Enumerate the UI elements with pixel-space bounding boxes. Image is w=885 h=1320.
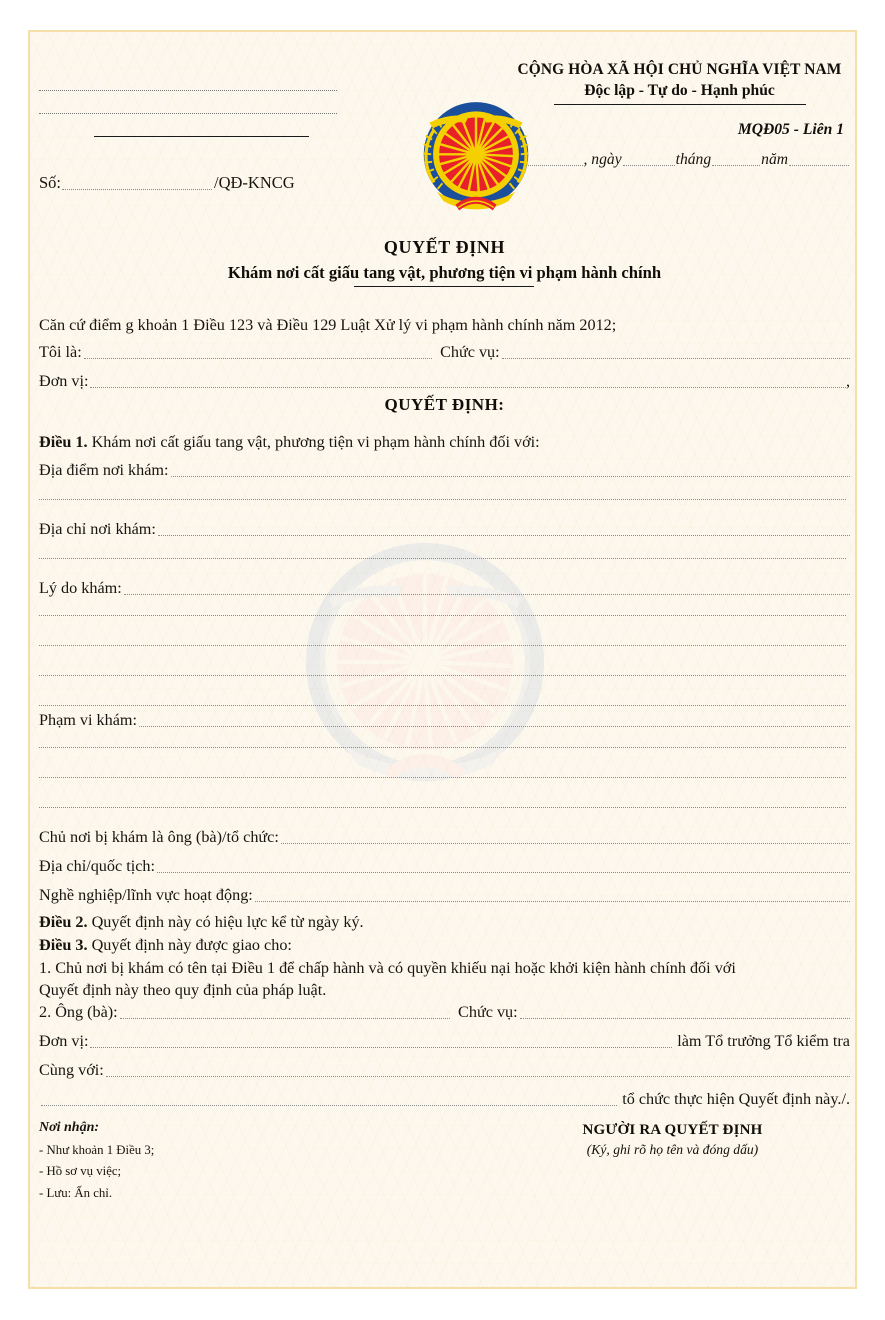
- so-suffix: /QĐ-KNCG: [214, 173, 295, 192]
- signer-note: (Ký, ghi rõ họ tên và đóng dấu): [586, 1142, 759, 1157]
- dia-diem-row: [39, 461, 850, 480]
- don-vi-input[interactable]: [90, 373, 845, 388]
- authority-underline: [94, 136, 309, 137]
- ly-do-line-5[interactable]: [39, 705, 846, 706]
- dieu3-don-vi-input[interactable]: [90, 1033, 672, 1048]
- chu-noi-row: [39, 828, 850, 847]
- don-vi-row: [39, 372, 850, 391]
- dieu3-item1-line1: 1. Chủ nơi bị khám có tên tại Điều 1 để chấp hành và có quyền khiếu nại hoặc khởi kiện hành chính đối với: [39, 959, 736, 977]
- nghe-nghiep-row: [39, 886, 850, 905]
- authority-line-2[interactable]: [39, 113, 337, 114]
- dieu1-heading: [39, 432, 850, 453]
- dieu1-text: Khám nơi cất giấu tang vật, phương tiện vi phạm hành chính đối với:: [87, 433, 540, 451]
- cung-voi-row-2: [39, 1090, 850, 1109]
- ly-do-line-4[interactable]: [39, 675, 846, 676]
- recipient-item: - Hồ sơ vụ việc;: [39, 1164, 122, 1178]
- pham-vi-line-4[interactable]: [39, 807, 846, 808]
- dieu2-row: [39, 912, 850, 933]
- cung-voi-row: [39, 1061, 850, 1080]
- ong-ba-label: 2. Ông (bà):: [39, 1003, 118, 1021]
- ong-ba-row: [39, 1003, 850, 1022]
- ly-do-line-2[interactable]: [39, 615, 846, 616]
- national-header-block: [509, 60, 850, 169]
- dia-chi-row: [39, 520, 850, 539]
- ly-do-row: [39, 579, 850, 598]
- pham-vi-line-2[interactable]: [39, 747, 846, 748]
- recipients-block: [39, 1120, 439, 1201]
- ly-do-label: Lý do khám:: [39, 579, 122, 597]
- national-title: CỘNG HÒA XÃ HỘI CHỦ NGHĨA VIỆT NAM: [517, 61, 842, 78]
- quoc-tich-label: Địa chỉ/quốc tịch:: [39, 857, 155, 875]
- dieu3-don-vi-label: Đơn vị:: [39, 1032, 89, 1050]
- ngay-label: , ngày: [583, 150, 622, 168]
- dieu3-text: Quyết định này được giao cho:: [87, 936, 292, 954]
- emblem-watermark: [305, 537, 545, 799]
- cung-voi-input[interactable]: [106, 1062, 850, 1077]
- issuing-authority-block: [39, 60, 339, 137]
- quoc-tich-row: [39, 857, 850, 876]
- dia-chi-line-2[interactable]: [39, 558, 846, 559]
- ong-ba-chuc-vu-label: Chức vụ:: [458, 1003, 518, 1021]
- signer-title: NGƯỜI RA QUYẾT ĐỊNH: [582, 1122, 763, 1138]
- quoc-tich-input[interactable]: [157, 858, 850, 873]
- pham-vi-row: [39, 711, 850, 730]
- dieu3-label: Điều 3.: [39, 936, 88, 954]
- don-vi-label: Đơn vị:: [39, 372, 89, 390]
- toi-la-input[interactable]: [84, 344, 432, 359]
- nghe-nghiep-input[interactable]: [255, 887, 850, 902]
- dieu3-don-vi-row: [39, 1032, 850, 1051]
- dia-diem-label: Địa điểm nơi khám:: [39, 461, 169, 479]
- document-number-row: [39, 173, 339, 193]
- dia-chi-input[interactable]: [158, 521, 850, 536]
- chu-noi-label: Chủ nơi bị khám là ông (bà)/tổ chức:: [39, 828, 279, 846]
- signature-block: [500, 1122, 845, 1158]
- recipient-item: - Như khoản 1 Điều 3;: [39, 1142, 155, 1157]
- toi-la-row: [39, 343, 850, 362]
- decision-heading: QUYẾT ĐỊNH:: [384, 395, 505, 414]
- cung-voi-label: Cùng với:: [39, 1061, 104, 1079]
- pham-vi-line-3[interactable]: [39, 777, 846, 778]
- ly-do-input[interactable]: [124, 580, 850, 595]
- authority-line-1[interactable]: [39, 90, 337, 91]
- title-block: [39, 237, 850, 283]
- recipient-item: - Lưu: Ấn chỉ.: [39, 1185, 113, 1200]
- don-vi-tail: ,: [845, 372, 850, 390]
- chuc-vu-label: Chức vụ:: [440, 343, 500, 361]
- dieu2-text: Quyết định này có hiệu lực kể từ ngày ký.: [87, 913, 364, 931]
- national-motto: Độc lập - Tự do - Hạnh phúc: [584, 81, 775, 99]
- nam-label: năm: [761, 150, 788, 168]
- page-subtitle: [228, 263, 661, 283]
- dieu1-label: Điều 1.: [39, 433, 88, 451]
- ong-ba-input[interactable]: [120, 1004, 450, 1019]
- ly-do-line-3[interactable]: [39, 645, 846, 646]
- pham-vi-label: Phạm vi khám:: [39, 711, 138, 729]
- form-code: MQĐ05 - Liên 1: [737, 120, 844, 138]
- pham-vi-input[interactable]: [139, 712, 850, 727]
- thang-label: tháng: [675, 150, 712, 168]
- motto-underline: [554, 104, 806, 105]
- date-row: [509, 151, 850, 169]
- ong-ba-chuc-vu-input[interactable]: [520, 1004, 850, 1019]
- toi-la-label: Tôi là:: [39, 343, 82, 361]
- month-input[interactable]: [712, 152, 760, 166]
- year-input[interactable]: [789, 152, 849, 166]
- page-subtitle-text: Khám nơi cất giấu tang vật, phương tiện vi phạm hành chính: [227, 263, 662, 282]
- so-label: Số:: [39, 173, 62, 192]
- recipients-title: Nơi nhận:: [39, 1120, 100, 1135]
- subtitle-underline: [354, 286, 534, 287]
- page-title: QUYẾT ĐỊNH: [383, 237, 506, 257]
- dia-diem-input[interactable]: [171, 462, 851, 477]
- dieu3-item1-line2: Quyết định này theo quy định của pháp luật.: [39, 981, 327, 999]
- dieu3-row: [39, 935, 850, 956]
- cung-voi-input-2[interactable]: [41, 1091, 617, 1106]
- chuc-vu-input[interactable]: [502, 344, 850, 359]
- chu-noi-input[interactable]: [281, 829, 850, 844]
- dia-diem-line-2[interactable]: [39, 499, 846, 500]
- cung-voi-tail: tổ chức thực hiện Quyết định này./.: [622, 1090, 850, 1108]
- so-input[interactable]: [62, 175, 212, 190]
- nghe-nghiep-label: Nghề nghiệp/lĩnh vực hoạt động:: [39, 886, 253, 904]
- dieu3-don-vi-tail: làm Tổ trưởng Tổ kiểm tra: [677, 1032, 850, 1050]
- legal-basis: Căn cứ điểm g khoản 1 Điều 123 và Điều 129 Luật Xử lý vi phạm hành chính năm 2012;: [39, 316, 617, 334]
- document-page: [28, 30, 857, 1289]
- dia-chi-label: Địa chỉ nơi khám:: [39, 520, 156, 538]
- day-input[interactable]: [623, 152, 675, 166]
- dieu2-label: Điều 2.: [39, 913, 88, 931]
- agency-emblem-icon: [420, 98, 532, 220]
